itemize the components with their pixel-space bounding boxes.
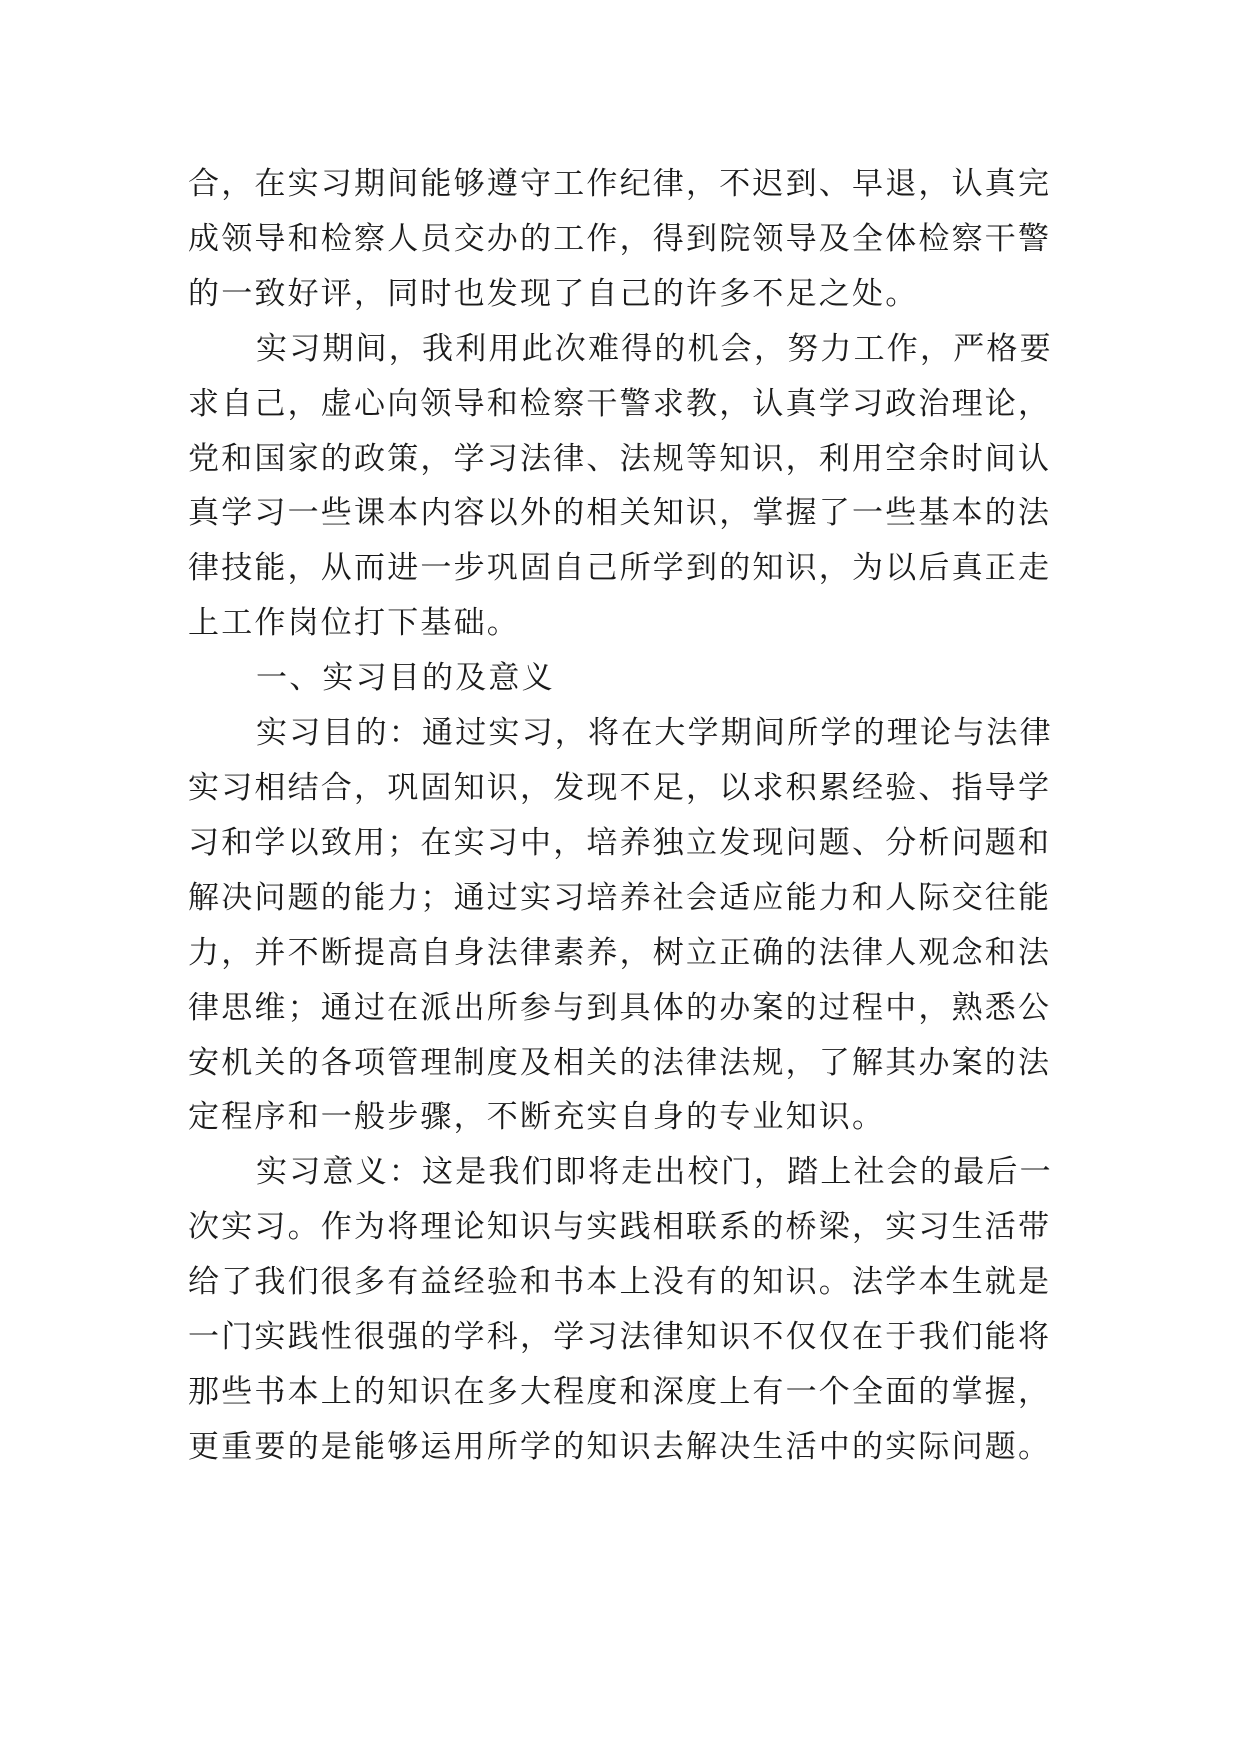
paragraph-continued (188, 157, 1068, 322)
text-line: 实习目的：通过实习，将在大学期间所学的理论与法律 (256, 715, 1053, 752)
text-line: 次实习。作为将理论知识与实践相联系的桥梁，实习生活带 (188, 1209, 1052, 1246)
text-line: 真学习一些课本内容以外的相关知识，掌握了一些基本的法 (188, 495, 1052, 532)
text-line: 合，在实习期间能够遵守工作纪律，不迟到、早退，认真完 (188, 166, 1052, 202)
paragraph-internship-period (188, 322, 1068, 651)
text-line: 实习相结合，巩固知识，发现不足，以求积累经验、指导学 (188, 769, 1052, 806)
paragraph-significance (188, 1145, 1068, 1474)
section-heading (188, 651, 1068, 706)
text-line: 党和国家的政策，学习法律、法规等知识，利用空余时间认 (188, 440, 1052, 477)
text-line: 安机关的各项管理制度及相关的法律法规，了解其办案的法 (188, 1044, 1052, 1081)
text-line: 律思维；通过在派出所参与到具体的办案的过程中，熟悉公 (188, 989, 1052, 1026)
text-line: 求自己，虚心向领导和检察干警求教，认真学习政治理论， (188, 385, 1052, 422)
text-line: 实习期间，我利用此次难得的机会，努力工作，严格要 (256, 330, 1053, 367)
text-line: 上工作岗位打下基础。 (188, 605, 520, 642)
text-line: 实习意义：这是我们即将走出校门，踏上社会的最后一 (256, 1154, 1053, 1191)
text-line: 定程序和一般步骤，不断充实自身的专业知识。 (188, 1099, 886, 1136)
text-line: 一门实践性很强的学科，学习法律知识不仅仅在于我们能将 (188, 1319, 1052, 1356)
text-line: 那些书本上的知识在多大程度和深度上有一个全面的掌握， (188, 1373, 1052, 1410)
document-body (188, 157, 1068, 1475)
paragraph-purpose (188, 706, 1068, 1145)
heading-text: 一、实习目的及意义 (256, 660, 555, 697)
text-line: 力，并不断提高自身法律素养，树立正确的法律人观念和法 (188, 934, 1052, 971)
text-line: 解决问题的能力；通过实习培养社会适应能力和人际交往能 (188, 879, 1052, 916)
text-line: 习和学以致用；在实习中，培养独立发现问题、分析问题和 (188, 824, 1052, 861)
text-line: 律技能，从而进一步巩固自己所学到的知识，为以后真正走 (188, 550, 1052, 587)
text-line: 的一致好评，同时也发现了自己的许多不足之处。 (188, 275, 919, 312)
text-line: 给了我们很多有益经验和书本上没有的知识。法学本生就是 (188, 1264, 1052, 1301)
text-line: 成领导和检察人员交办的工作，得到院领导及全体检察干警 (188, 220, 1052, 257)
text-line: 更重要的是能够运用所学的知识去解决生活中的实际问题。 (188, 1428, 1052, 1465)
